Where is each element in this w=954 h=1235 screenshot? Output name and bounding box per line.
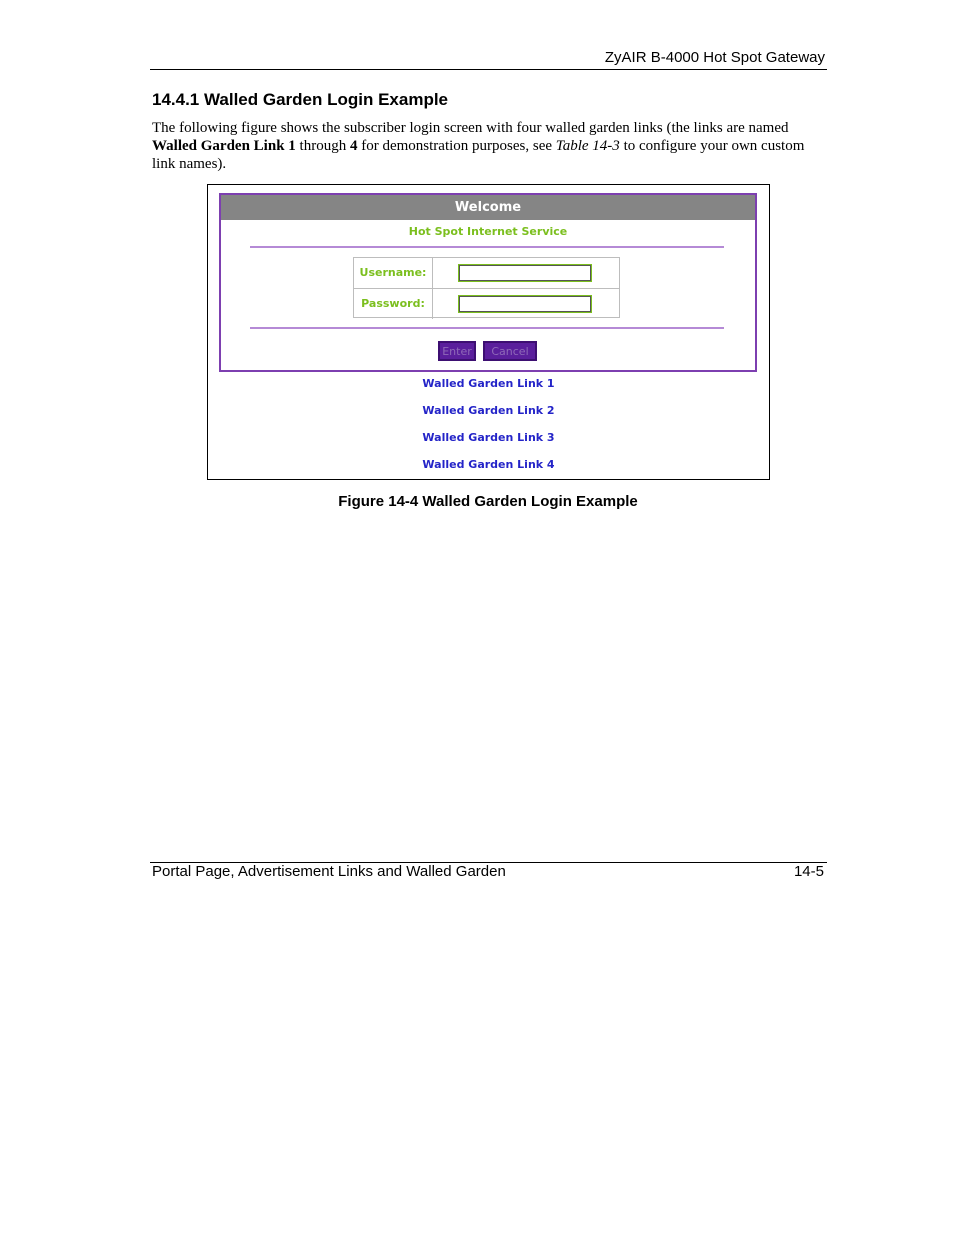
- walled-garden-link-2[interactable]: Walled Garden Link 2: [422, 404, 555, 417]
- figure-frame: [207, 184, 770, 480]
- para-bold-link-name: Walled Garden Link 1: [152, 138, 296, 154]
- login-panel: [219, 193, 757, 372]
- username-label: Username:: [354, 258, 433, 288]
- password-row: [354, 288, 619, 319]
- username-row: [354, 258, 619, 288]
- figure-caption: Figure 14-4 Walled Garden Login Example: [338, 493, 638, 510]
- walled-garden-link-1[interactable]: Walled Garden Link 1: [422, 377, 555, 390]
- section-title: 14.4.1 Walled Garden Login Example: [152, 90, 449, 109]
- intro-paragraph: [152, 119, 824, 173]
- para-text-3: for demonstration purposes, see: [357, 138, 556, 154]
- para-text-4: to configure your own custom link names).: [152, 138, 805, 172]
- cancel-button[interactable]: Cancel: [483, 341, 537, 361]
- para-bold-number: 4: [349, 138, 358, 154]
- welcome-bar: Welcome: [221, 195, 755, 220]
- footer-chapter-title: Portal Page, Advertisement Links and Walled Garden: [152, 863, 506, 880]
- service-title: Hot Spot Internet Service: [408, 225, 568, 238]
- top-divider: [250, 246, 724, 248]
- para-table-reference: Table 14-3: [555, 138, 620, 154]
- password-input[interactable]: [458, 295, 592, 313]
- enter-button[interactable]: Enter: [438, 341, 476, 361]
- para-text-1: The following figure shows the subscriber login screen with four walled garden links (the links are named: [152, 120, 789, 136]
- username-input[interactable]: [458, 264, 592, 282]
- credentials-table: [353, 257, 620, 318]
- para-text-2: through: [295, 138, 350, 154]
- walled-garden-link-3[interactable]: Walled Garden Link 3: [422, 431, 555, 444]
- password-label: Password:: [354, 289, 433, 319]
- header-product-title: ZyAIR B-4000 Hot Spot Gateway: [604, 49, 825, 66]
- walled-garden-link-4[interactable]: Walled Garden Link 4: [422, 458, 555, 471]
- footer-page-number: 14-5: [793, 863, 824, 880]
- bottom-divider: [250, 327, 724, 329]
- header-divider: [150, 69, 827, 70]
